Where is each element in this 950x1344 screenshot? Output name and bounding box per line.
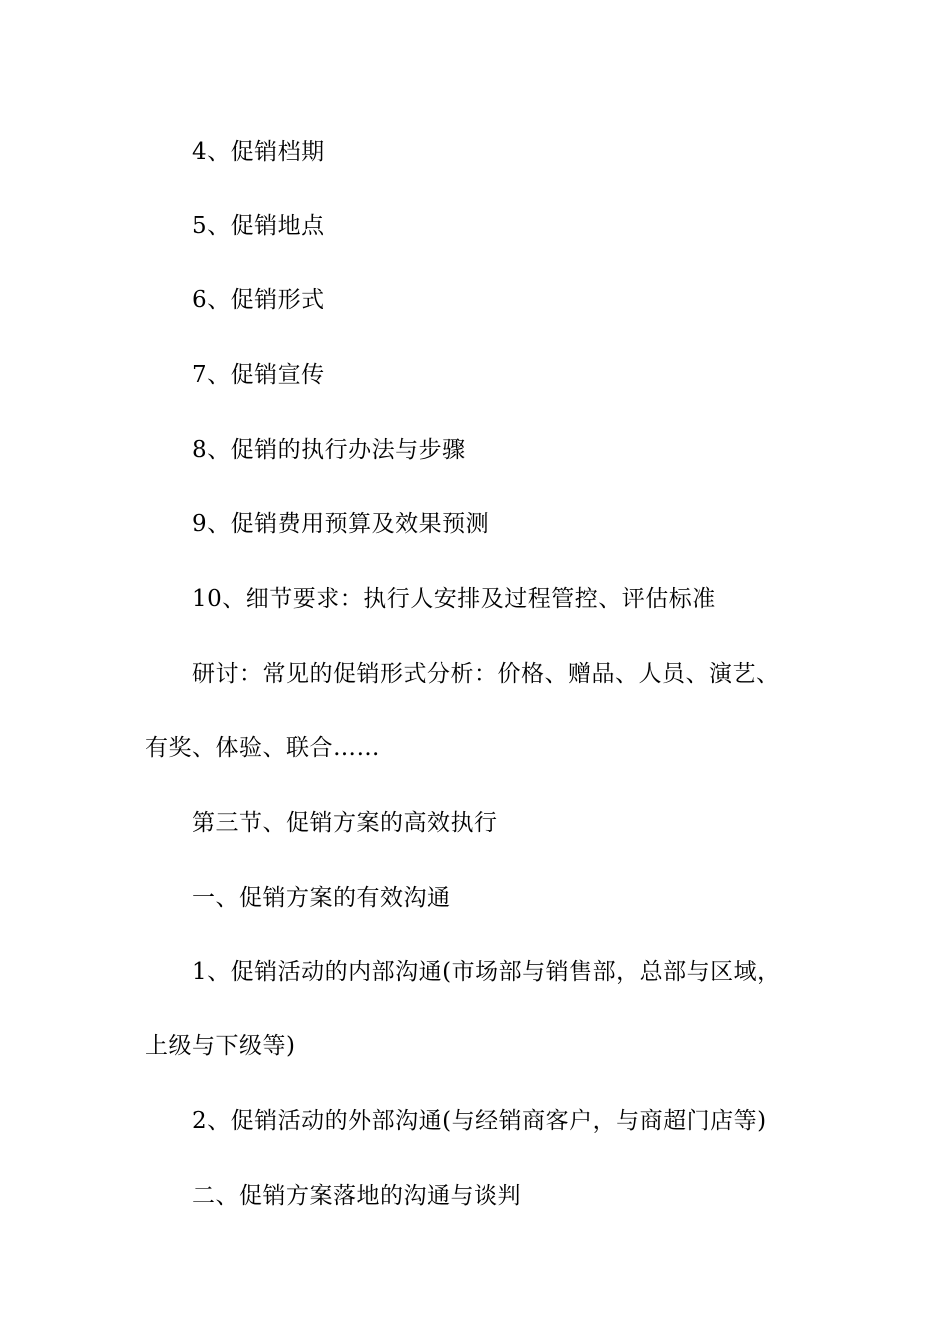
list-item-detail-requirements: 10、细节要求：执行人安排及过程管控、评估标准 — [192, 586, 716, 612]
list-item-promotion-schedule: 4、促销档期 — [192, 139, 325, 165]
paragraph-discussion-line1: 研讨：常见的促销形式分析：价格、赠品、人员、演艺、 — [192, 661, 780, 687]
list-item-internal-communication-line1: 1、促销活动的内部沟通(市场部与销售部，总部与区域， — [192, 959, 781, 985]
list-item-internal-communication-line2: 上级与下级等) — [145, 1033, 296, 1059]
paragraph-discussion-line2: 有奖、体验、联合…… — [145, 735, 380, 761]
list-item-external-communication: 2、促销活动的外部沟通(与经销商客户，与商超门店等) — [192, 1108, 767, 1134]
subsection-heading-negotiation: 二、促销方案落地的沟通与谈判 — [192, 1183, 521, 1209]
list-item-budget-forecast: 9、促销费用预算及效果预测 — [192, 511, 490, 537]
list-item-promotion-location: 5、促销地点 — [192, 213, 325, 239]
list-item-execution-steps: 8、促销的执行办法与步骤 — [192, 437, 466, 463]
list-item-promotion-publicity: 7、促销宣传 — [192, 362, 325, 388]
list-item-promotion-form: 6、促销形式 — [192, 287, 325, 313]
section-heading-section-three: 第三节、促销方案的高效执行 — [192, 810, 498, 836]
subsection-heading-effective-communication: 一、促销方案的有效沟通 — [192, 885, 451, 911]
